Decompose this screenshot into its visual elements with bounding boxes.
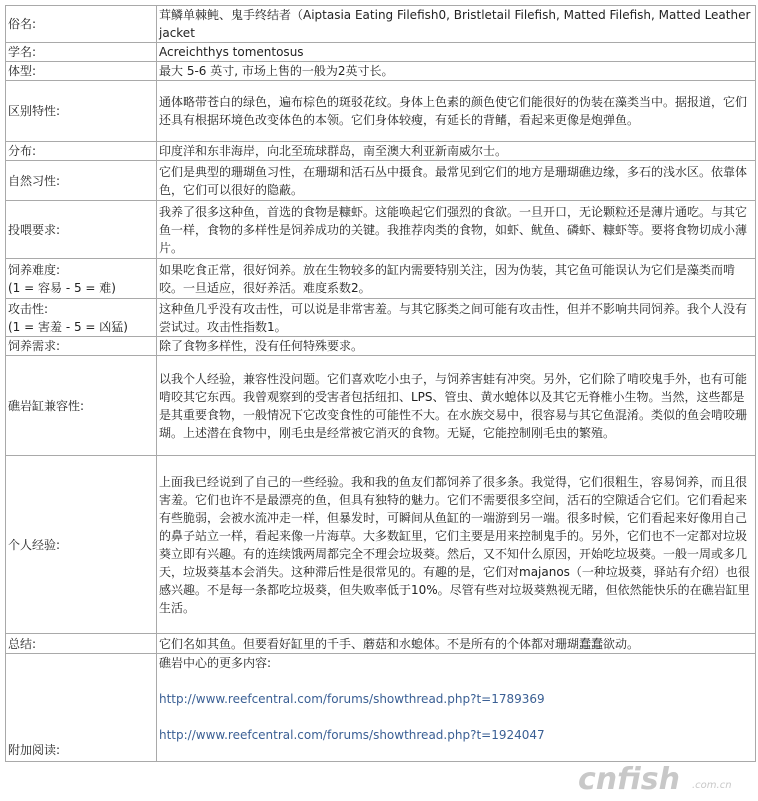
- row-personal-experience: [6, 456, 756, 634]
- row-label: 投喂要求:: [6, 201, 157, 259]
- row-value: [157, 654, 756, 762]
- row-label: [6, 259, 157, 299]
- row-aggression: [6, 299, 756, 337]
- row-label: 体型:: [6, 62, 157, 81]
- row-scientific-name: [6, 43, 756, 62]
- row-value: 如果吃食正常，很好饲养。放在生物较多的缸内需要特别关注，因为伪装，其它鱼可能误认为它们是藻类而啃咬。一旦适应，很好养活。难度系数2。: [157, 259, 756, 299]
- row-label: [6, 299, 157, 337]
- row-label: 分布:: [6, 142, 157, 161]
- row-value: 我养了很多这种鱼，首选的食物是糠虾。这能唤起它们强烈的食欲。一旦开口，无论颗粒还是薄片通吃。与其它鱼一样，食物的多样性是饲养成功的关键。我推荐肉类的食物，如虾、鱿鱼、磷虾、糠虾等。要将食物切成小薄片。: [157, 201, 756, 259]
- row-reef-compatibility: [6, 356, 756, 456]
- row-value: 通体略带苍白的绿色，遍布棕色的斑驳花纹。身体上色素的颜色使它们能很好的伪装在藻类当中。据报道，它们还具有根据环境色改变体色的本领。它们身体较瘦，有延长的背鳍，看起来更像是炮弹鱼。: [157, 81, 756, 142]
- row-feeding: [6, 201, 756, 259]
- row-label-line: 饲养难度:: [8, 262, 61, 277]
- row-value: 茸鳞单棘鲀、鬼手终结者（Aiptasia Eating Filefish0, Bristletail Filefish, Matted Filefish, Matted Leatherjacket: [157, 6, 756, 43]
- watermark-suffix: .com.cn: [692, 780, 732, 791]
- row-further-reading: [6, 654, 756, 762]
- further-reading-link[interactable]: http://www.reefcentral.com/forums/showthread.php?t=1924047: [159, 728, 545, 742]
- row-label: 学名:: [6, 43, 157, 62]
- row-difficulty: [6, 259, 756, 299]
- watermark-text: cnfish: [578, 762, 680, 795]
- row-value: 它们是典型的珊瑚鱼习性，在珊瑚和活石丛中摄食。最常见到它们的地方是珊瑚礁边缘，多石的浅水区。依靠体色，它们可以很好的隐蔽。: [157, 161, 756, 201]
- further-reading-link[interactable]: http://www.reefcentral.com/forums/showthread.php?t=1789369: [159, 692, 545, 706]
- row-value: 它们名如其鱼。但要看好缸里的千手、蘑菇和水螅体。不是所有的个体都对珊瑚蠢蠢欲动。: [157, 634, 756, 654]
- row-value: 印度洋和东非海岸，向北至琉球群岛，南至澳大利亚新南威尔士。: [157, 142, 756, 161]
- row-distribution: [6, 142, 756, 161]
- row-value: 以我个人经验，兼容性没问题。它们喜欢吃小虫子，与饲养害蛙有冲突。另外，它们除了啃咬鬼手外，也有可能啃咬其它东西。我曾观察到的受害者包括纽扣、LPS、管虫、黄水螅体以及其它无脊椎小生物。当然，这些都是是其重要食物，一般情况下它改变食性的可能性不大。在水族交易中，很容易与其它鱼混淆。类似的鱼会啃咬珊瑚。上述潜在食物中，刚毛虫是经常被它消灭的食物。无疑，它能控制刚毛虫的繁殖。: [157, 356, 756, 456]
- row-label: 俗名:: [6, 6, 157, 43]
- row-label: 个人经验:: [6, 456, 157, 634]
- row-size: [6, 62, 756, 81]
- row-label: 礁岩缸兼容性:: [6, 356, 157, 456]
- further-reading-intro: 礁岩中心的更多内容:: [159, 656, 272, 670]
- row-value: Acreichthys tomentosus: [157, 43, 756, 62]
- row-summary: [6, 634, 756, 654]
- row-label: 附加阅读:: [6, 654, 157, 762]
- row-care-requirements: [6, 337, 756, 356]
- site-watermark-logo: [578, 761, 748, 795]
- row-value: 除了食物多样性，没有任何特殊要求。: [157, 337, 756, 356]
- row-common-name: [6, 6, 756, 43]
- row-label: 区别特性:: [6, 81, 157, 142]
- row-value: 上面我已经说到了自己的一些经验。我和我的鱼友们都饲养了很多条。我觉得，它们很粗生，容易饲养，而且很害羞。它们也许不是最漂亮的鱼，但具有独特的魅力。它们不需要很多空间，活石的空隙适合它们。它们看起来有些脆弱，会被水流冲走一样，但暴发时，可瞬间从鱼缸的一端游到另一端。很多时候，它们看起来好像用自己的鼻子站立一样，看起来像一片海草。大多数缸里，它们主要是用来控制鬼手的。另外，它们也不一定都对垃圾葵立即有兴趣。有的连续饿两周都完全不理会垃圾葵。然后，又不知什么原因，开始吃垃圾葵。一般一周或多几天，垃圾葵基本会消失。这种滞后性是很常见的。有趣的是，它们对majanos（一种垃圾葵，驿站有介绍）也很感兴趣。不是每一条都吃垃圾葵，但失败率低于10%。尽管有些对垃圾葵熟视无睹，但依然能快乐的在礁岩缸里生活。: [157, 456, 756, 634]
- fish-info-table: [5, 5, 756, 762]
- row-value: 这种鱼几乎没有攻击性，可以说是非常害羞。与其它豚类之间可能有攻击性，但并不影响共同饲养。我个人没有尝试过。攻击性指数1。: [157, 299, 756, 337]
- row-label-line: (1 = 害羞 - 5 = 凶猛): [8, 319, 128, 334]
- row-label: 自然习性:: [6, 161, 157, 201]
- row-label-line: 攻击性:: [8, 301, 49, 316]
- row-distinguishing-features: [6, 81, 756, 142]
- row-label-line: (1 = 容易 - 5 = 难): [8, 280, 116, 295]
- row-natural-habits: [6, 161, 756, 201]
- row-label: 饲养需求:: [6, 337, 157, 356]
- row-value: 最大 5-6 英寸, 市场上售的一般为2英寸长。: [157, 62, 756, 81]
- row-label: 总结:: [6, 634, 157, 654]
